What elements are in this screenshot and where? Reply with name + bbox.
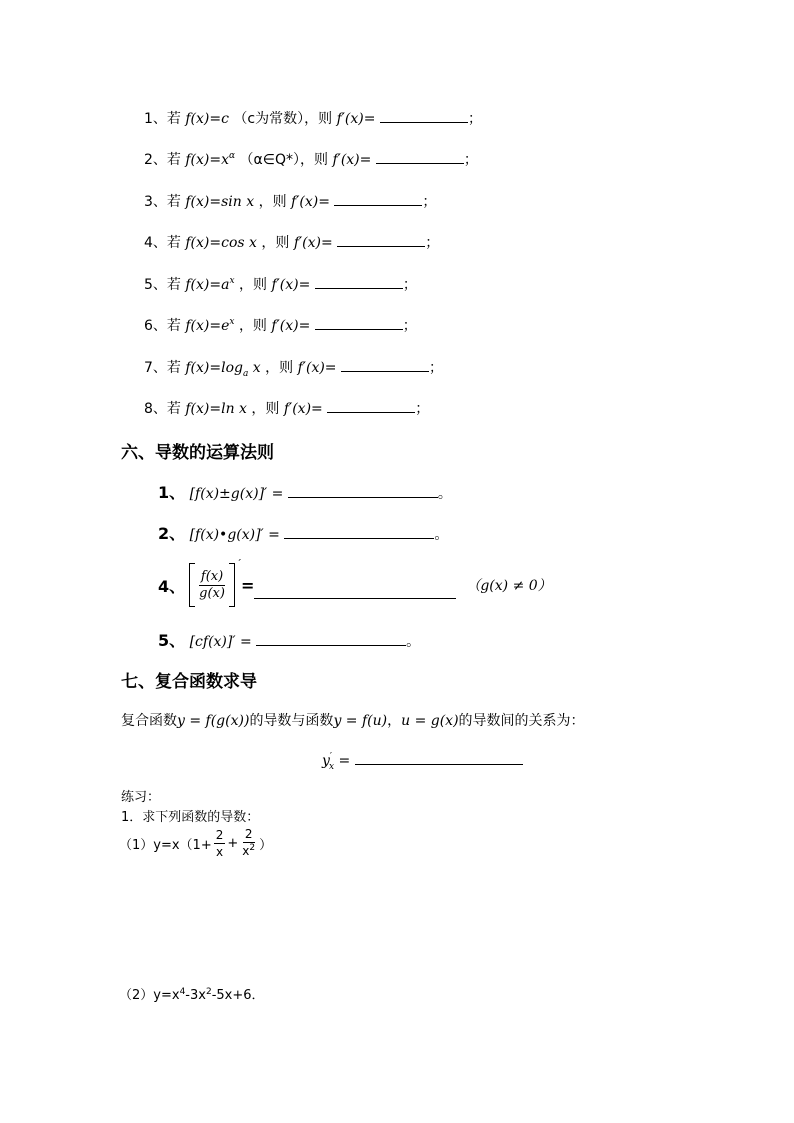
fraction-denominator: $x^2$: [242, 843, 256, 858]
exercise-label: 练习：: [121, 790, 161, 805]
item-end: 。: [406, 634, 421, 650]
rule-end: ；: [425, 235, 440, 251]
item-number: 1、: [158, 483, 186, 502]
rule-condition: ，则: [261, 235, 290, 251]
rule-function: f(x)=e: [185, 318, 230, 334]
item-expression: [f(x)±g(x)]′ =: [189, 486, 284, 502]
rule-1: [144, 108, 482, 128]
rule-end: ；: [467, 111, 482, 127]
answer-blank[interactable]: [315, 276, 403, 289]
rule-function: f(x)=ln x: [185, 401, 247, 417]
section-6-title: 六、导数的运算法则: [121, 443, 274, 463]
rule-2: [144, 149, 478, 169]
desc-text: 的导数间的关系为：: [458, 713, 585, 729]
rule-6: [144, 315, 417, 335]
rule-condition: ，则: [265, 360, 294, 376]
rule-exponent: x: [229, 276, 235, 286]
rule-end: ；: [402, 277, 417, 293]
part-text: -3x: [185, 988, 206, 1003]
rule-number: 5、若: [144, 277, 181, 293]
equals-sign: =: [338, 753, 351, 769]
prime-mark: ′: [238, 557, 241, 570]
exercise-part-1: [119, 826, 272, 861]
item-end: 。: [434, 527, 449, 543]
rule-function: f(x)=c: [185, 111, 229, 127]
rule-end: ；: [415, 401, 430, 417]
answer-blank[interactable]: [315, 317, 403, 330]
rule-derivative: f′(x)=: [293, 235, 333, 251]
y-variable: y: [322, 753, 330, 769]
part-text: ）: [259, 838, 273, 853]
rule-condition: ，则: [258, 194, 287, 210]
part-text: -5x+6．: [211, 988, 265, 1003]
chain-rule-formula: [322, 752, 523, 772]
desc-text: 的导数与函数: [249, 713, 334, 729]
rule-number: 3、若: [144, 194, 181, 210]
rule-function: f(x)=cos x: [185, 235, 257, 251]
section-7-title: 七、复合函数求导: [121, 672, 257, 692]
desc-expression: y = f(g(x)): [177, 713, 250, 729]
answer-blank[interactable]: [254, 586, 456, 599]
answer-blank[interactable]: [341, 359, 429, 372]
rule-sum: [158, 480, 452, 503]
rule-5: [144, 274, 417, 294]
item-number: 4、: [158, 576, 186, 596]
desc-expression: y = f(u): [333, 713, 388, 729]
exercise-question-1: 1．求下列函数的导数：: [121, 810, 260, 825]
exercise-part-2: [119, 984, 265, 1003]
item-expression: [f(x)•g(x)]′ =: [189, 527, 280, 543]
rule-product: [158, 521, 448, 544]
plus-sign: +: [227, 836, 239, 851]
rule-function: f(x)=x: [185, 152, 230, 168]
part-text: （1）y=x（1+: [119, 838, 212, 853]
rule-derivative: f′(x)=: [291, 194, 330, 210]
rule-3: [144, 191, 436, 211]
rule-derivative: f′(x)=: [271, 277, 311, 293]
rule-number: 1、若: [144, 111, 181, 127]
exponent: 4: [179, 987, 186, 997]
rule-condition: （α∈Q*），则: [239, 152, 328, 168]
fraction-numerator: f(x): [200, 568, 224, 584]
x-subscript: x: [328, 762, 335, 772]
answer-blank[interactable]: [376, 151, 464, 164]
fraction-2-over-x: [214, 827, 226, 860]
rule-derivative: f′(x)=: [297, 360, 337, 376]
composite-description: [121, 710, 585, 730]
rule-number: 6、若: [144, 318, 181, 334]
rule-condition: ，则: [251, 401, 280, 417]
rule-7: [144, 357, 443, 377]
fraction-denominator: x: [215, 845, 224, 859]
answer-blank[interactable]: [288, 485, 438, 498]
rule-function-arg: x: [248, 360, 261, 376]
rule-4: [144, 232, 439, 252]
rule-end: ；: [463, 152, 478, 168]
item-number: 5、: [158, 631, 186, 650]
answer-blank[interactable]: [380, 110, 468, 123]
rule-end: ；: [429, 360, 443, 376]
rule-constant: [158, 628, 420, 651]
answer-blank[interactable]: [337, 234, 425, 247]
fraction-numerator: 2: [244, 827, 253, 841]
desc-text: 复合函数: [121, 713, 177, 729]
rule-function: f(x)=a: [185, 277, 230, 293]
rule-derivative: f′(x)=: [271, 318, 311, 334]
rule-8: [144, 398, 429, 418]
item-end: 。: [437, 486, 452, 502]
rule-derivative: f′(x)=: [283, 401, 323, 417]
rule-log-base: a: [242, 369, 249, 379]
rule-condition: （c为常数），则: [233, 111, 333, 127]
rule-condition: ，则: [238, 277, 267, 293]
answer-blank[interactable]: [327, 400, 415, 413]
rule-end: ；: [422, 194, 437, 210]
prime-mark: ′: [329, 752, 332, 762]
answer-blank[interactable]: [334, 193, 422, 206]
item-number: 2、: [158, 524, 186, 543]
fraction-2-over-x2: [240, 826, 257, 861]
rule-end: ；: [402, 318, 417, 334]
answer-blank[interactable]: [256, 633, 406, 646]
rule-number: 2、若: [144, 152, 181, 168]
rule-number: 7、若: [144, 360, 181, 376]
rule-function: f(x)=sin x: [185, 194, 255, 210]
equals-sign: =: [240, 575, 255, 595]
part-text: （2）y=x: [119, 988, 180, 1003]
rule-number: 4、若: [144, 235, 181, 251]
answer-blank[interactable]: [284, 526, 434, 539]
rule-derivative: f′(x)=: [332, 152, 372, 168]
rule-function: f(x)=log: [185, 360, 243, 376]
rule-exponent: α: [229, 151, 236, 161]
desc-expression: u = g(x): [401, 713, 459, 729]
item-expression: [cf(x)]′ =: [189, 634, 252, 650]
rule-derivative: f′(x)=: [336, 111, 376, 127]
rule-quotient: [158, 557, 552, 607]
fraction-numerator: 2: [215, 828, 224, 842]
exponent: 2: [205, 987, 212, 997]
quotient-bracket: [189, 557, 241, 607]
rule-condition: ，则: [238, 318, 267, 334]
answer-blank[interactable]: [355, 752, 523, 765]
rule-number: 8、若: [144, 401, 181, 417]
rule-exponent: x: [229, 317, 235, 327]
fraction-denominator: g(x): [199, 585, 225, 601]
desc-text: ，: [387, 713, 402, 729]
quotient-condition: （g(x) ≠ 0）: [466, 578, 552, 594]
